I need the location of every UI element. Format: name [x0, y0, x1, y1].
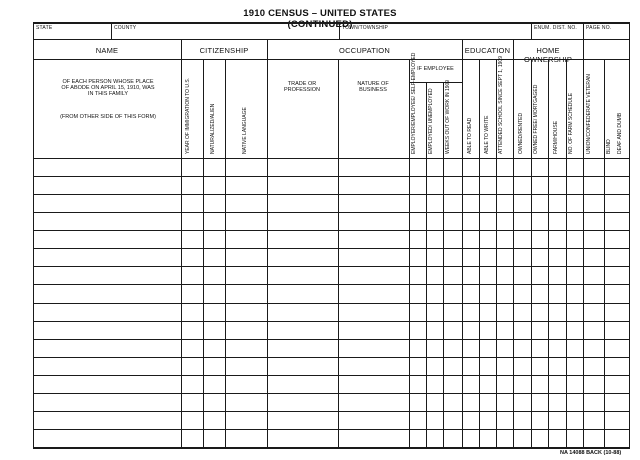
table-row-line — [33, 194, 629, 195]
table-row-line — [33, 429, 629, 430]
left-border — [33, 22, 34, 448]
table-row-line — [33, 321, 629, 322]
right-border — [629, 22, 630, 448]
section-name: NAME — [95, 46, 119, 55]
col-line — [181, 39, 182, 447]
town-label: TOWN/TOWNSHIP — [342, 25, 389, 31]
section-row-top — [33, 39, 629, 40]
if-employee-underline — [409, 82, 462, 83]
county-label: COUNTY — [114, 25, 137, 31]
if-employee-label: IF EMPLOYEE — [417, 66, 454, 72]
enum-dist-label: ENUM. DIST. NO. — [534, 25, 578, 31]
table-row-line — [33, 212, 629, 213]
state-divider — [111, 22, 112, 39]
col-employer: EMPLOYER/EMPLOYEE/ SELF-EMPLOYED — [411, 52, 417, 154]
col-line — [479, 59, 480, 447]
col-line — [267, 39, 268, 447]
col-line — [566, 59, 567, 447]
col-business: NATURE OF BUSINESS — [357, 81, 389, 94]
section-education: EDUCATION — [464, 46, 511, 55]
col-line — [513, 39, 514, 447]
header-bottom — [33, 158, 629, 159]
col-employed: EMPLOYED/ UNEMPLOYED — [428, 88, 434, 154]
col-line — [338, 59, 339, 447]
col-deaf: DEAF AND DUMB — [617, 112, 623, 154]
col-read: ABLE TO READ — [467, 117, 473, 154]
col-immigration: YEAR OF IMMIGRATION TO U.S. — [185, 77, 191, 154]
top-border — [33, 22, 629, 24]
col-line — [496, 59, 497, 447]
col-farm: FARM/HOUSE — [553, 120, 559, 154]
col-weeks-out: WEEKS OUT OF WORK IN 1909 — [445, 79, 451, 154]
table-row-line — [33, 176, 629, 177]
bottom-border — [33, 447, 630, 449]
table-row-line — [33, 357, 629, 358]
col-write: ABLE TO WRITE — [484, 115, 490, 154]
page-no-label: PAGE NO. — [586, 25, 612, 31]
col-line — [548, 59, 549, 447]
section-citizenship: CITIZENSHIP — [199, 46, 249, 55]
col-line — [531, 59, 532, 447]
table-row-line — [33, 284, 629, 285]
form-number: NA 14088 BACK (10-88) — [560, 450, 622, 456]
col-farm-schedule: NO. OF FARM SCHEDULE — [568, 92, 574, 154]
table-row-line — [33, 339, 629, 340]
table-row-line — [33, 266, 629, 267]
col-veteran: UNION/CONFEDERATE VETERAN — [586, 74, 592, 154]
col-line — [583, 39, 584, 447]
col-school: ATTENDED SCHOOL SINCE SEPT 1, 1909 — [498, 56, 504, 154]
col-line — [462, 39, 463, 447]
enum-divider — [583, 22, 584, 39]
col-line — [225, 59, 226, 447]
col-language: NATIVE LANGUAGE — [242, 107, 248, 154]
col-blind: BLIND — [606, 139, 612, 154]
section-occupation: OCCUPATION — [339, 46, 390, 55]
town-divider — [531, 22, 532, 39]
table-row-line — [33, 230, 629, 231]
state-label: STATE — [36, 25, 53, 31]
col-line — [604, 59, 605, 447]
table-row-line — [33, 393, 629, 394]
table-row-line — [33, 303, 629, 304]
name-column-note: (FROM OTHER SIDE OF THIS FORM) — [60, 114, 156, 120]
col-trade: TRADE OR PROFESSION — [283, 81, 321, 94]
col-line — [409, 59, 410, 447]
col-naturalized: NATURALIZED/ALIEN — [210, 103, 216, 154]
col-mortgaged: OWNED FREE/ MORTGAGED — [533, 84, 539, 154]
form-title: 1910 CENSUS – UNITED STATES (CONTINUED) — [243, 8, 397, 30]
table-row-line — [33, 411, 629, 412]
col-line — [203, 59, 204, 447]
name-column-desc: OF EACH PERSON WHOSE PLACE OF ABODE ON APRIL 15, 1910, WAS IN THIS FAMILY — [61, 79, 155, 98]
col-owned: OWNED/RENTED — [518, 112, 524, 154]
section-home-ownership: HOME OWNERSHIP — [523, 46, 573, 64]
table-row-line — [33, 248, 629, 249]
table-row-line — [33, 375, 629, 376]
county-divider — [339, 22, 340, 39]
